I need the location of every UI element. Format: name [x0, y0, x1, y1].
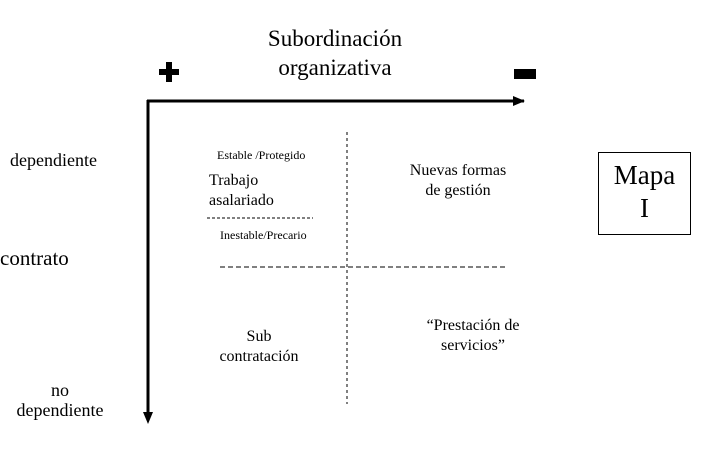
unstable-precarious-tag: Inestable/Precario	[220, 228, 307, 242]
new-management-forms-text	[378, 161, 538, 201]
new-management-forms-line-1: Nuevas formas	[409, 162, 507, 179]
subcontracting-text	[195, 327, 323, 367]
new-management-forms-line-2: de gestión	[425, 182, 491, 199]
minus-icon	[513, 68, 537, 80]
title-line-1: Subordinación	[267, 26, 403, 51]
salaried-work-line-2: asalariado	[209, 192, 274, 209]
vertical-axis-arrowhead	[143, 412, 153, 424]
map-label-line-1: Mapa	[613, 160, 676, 190]
subcontracting-line-2: contratación	[219, 348, 299, 365]
y-axis-top-label: dependiente	[10, 150, 97, 170]
subcontracting-line-1: Sub	[246, 328, 272, 345]
diagram-title	[225, 24, 445, 82]
stable-protected-tag: Estable /Protegido	[217, 148, 306, 162]
salaried-work-text	[209, 171, 274, 211]
map-label-line-2: I	[640, 193, 649, 223]
service-provision-text	[393, 316, 553, 356]
map-label-box	[598, 152, 691, 235]
service-provision-line-1: “Prestación de	[426, 317, 520, 334]
y-axis-bottom-label-line-1: no	[51, 380, 69, 400]
y-axis-middle-label: contrato	[0, 246, 69, 270]
y-axis-bottom-label	[5, 380, 115, 420]
service-provision-line-2: servicios”	[441, 337, 505, 354]
salaried-work-line-1: Trabajo	[209, 172, 259, 189]
title-line-2: organizativa	[278, 55, 392, 80]
plus-icon	[157, 60, 181, 84]
y-axis-bottom-label-line-2: dependiente	[16, 400, 104, 420]
